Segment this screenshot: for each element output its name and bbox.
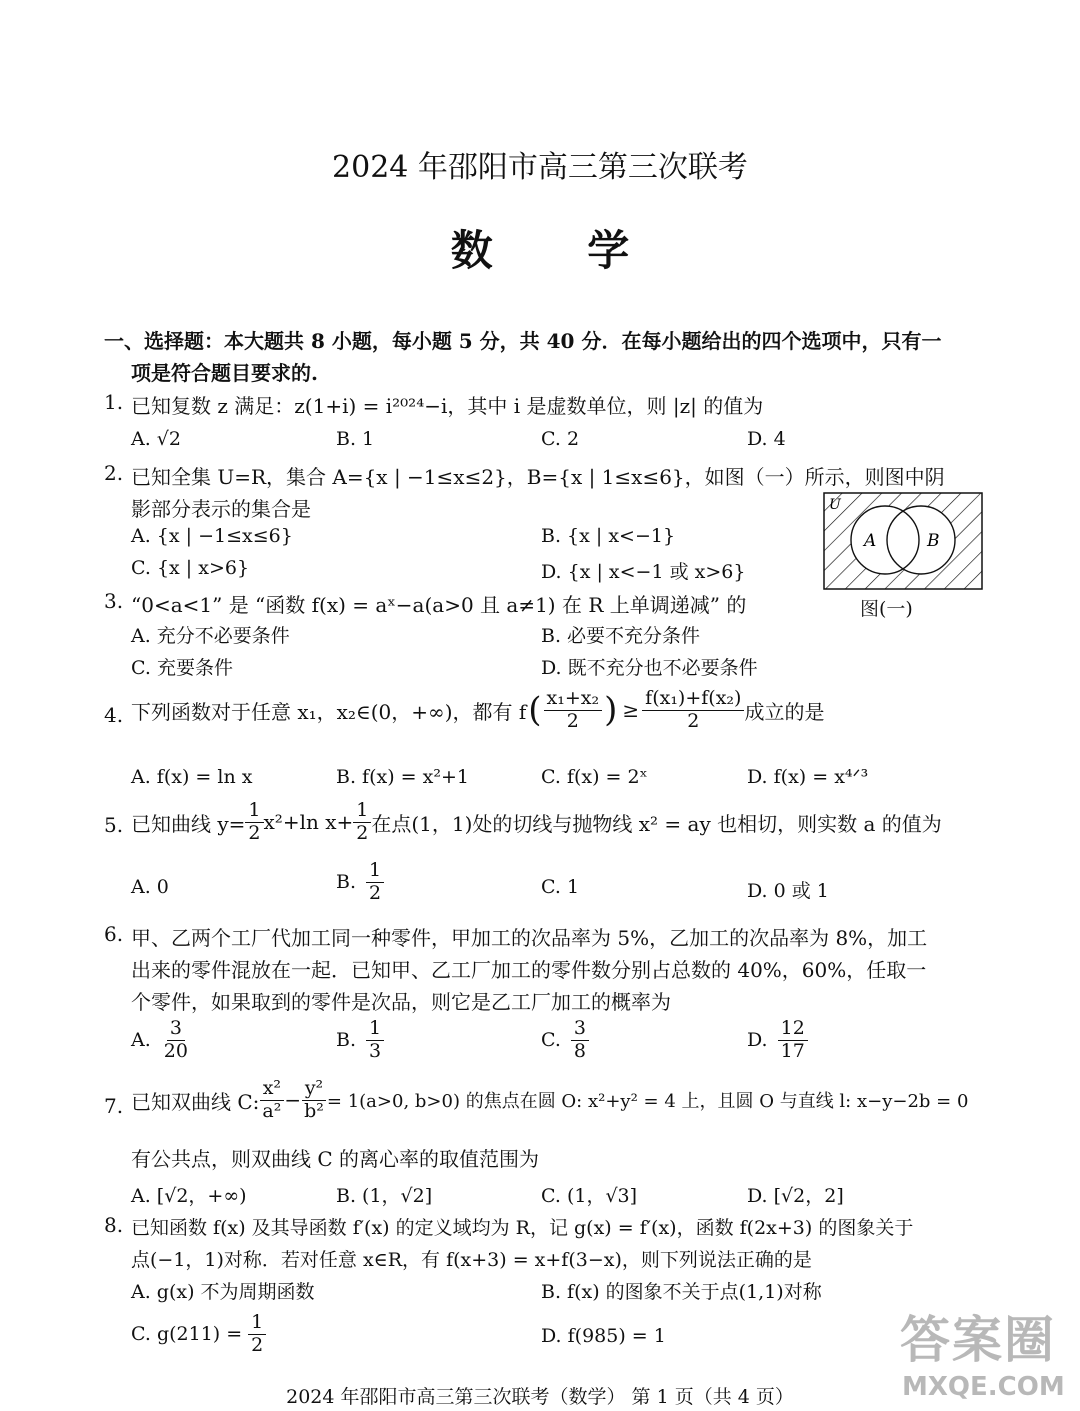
q6-option-d-label: D. [747, 1029, 768, 1052]
q5-frac-2: $\frac{1}{2}$ [353, 800, 371, 845]
q2-option-a: A. {x | −1≤x≤6} [131, 525, 293, 547]
q6-option-c-label: C. [541, 1029, 561, 1052]
q2-option-d: D. {x | x<−1 或 x>6} [541, 561, 746, 583]
exam-title: 2024 年邵阳市高三第三次联考 [332, 150, 748, 185]
question-1-stem: 已知复数 z 满足：z(1+i) = i²⁰²⁴−i，其中 i 是虚数单位，则 |z| 的值为 [131, 394, 764, 418]
q8-option-c-frac: $\frac{1}{2}$ [248, 1312, 266, 1357]
question-7-stem-line1 [131, 1078, 968, 1123]
q4-option-d: D. f(x) = x⁴ᐟ³ [747, 766, 869, 788]
q5-option-b-label: B. [336, 871, 357, 894]
q5-option-a: A. 0 [131, 876, 169, 898]
figure-caption: 图(一) [860, 598, 913, 620]
q2-option-b: B. {x | x<−1} [541, 525, 676, 547]
question-4-stem [131, 688, 824, 733]
page-footer: 2024 年邵阳市高三第三次联考（数学） 第 1 页（共 4 页） [286, 1386, 794, 1408]
q8-option-a: A. g(x) 不为周期函数 [131, 1281, 315, 1303]
q5-frac-1: $\frac{1}{2}$ [245, 800, 263, 845]
q8-option-d: D. f(985) = 1 [541, 1325, 666, 1347]
venn-shaded-region [824, 493, 982, 589]
subject-title: 数 学 [450, 226, 670, 275]
question-8-num: 8. [104, 1213, 124, 1237]
question-1-num: 1. [104, 390, 124, 414]
q6-option-b-label: B. [336, 1029, 357, 1052]
question-5-num: 5. [104, 813, 124, 837]
q5-stem-part3: 在点(1，1)处的切线与抛物线 x² = ay 也相切，则实数 a 的值为 [371, 811, 942, 836]
q3-option-a: A. 充分不必要条件 [131, 625, 290, 647]
q8-option-c-label: C. g(211) = [131, 1323, 243, 1346]
question-3-stem: “0<a<1” 是 “函数 f(x) = aˣ−a(a>0 且 a≠1) 在 R 上单调递减” 的 [131, 593, 747, 617]
q6-option-c-frac: $\frac{3}{8}$ [571, 1018, 589, 1063]
q5-option-d: D. 0 或 1 [747, 880, 829, 902]
q4-geq: ≥ [622, 698, 640, 723]
q3-option-b: B. 必要不充分条件 [541, 625, 701, 647]
question-8-stem-line1: 已知函数 f(x) 及其导函数 f′(x) 的定义域均为 R，记 g(x) = f′(x)，函数 f(2x+3) 的图象关于 [131, 1217, 914, 1239]
q5-stem-part1: 已知曲线 y= [131, 811, 246, 836]
q5-option-b [336, 860, 384, 905]
q6-option-c [541, 1018, 589, 1063]
q6-option-b [336, 1018, 384, 1063]
venn-label-b: B [927, 531, 940, 551]
q7-option-c: C. (1，√3] [541, 1185, 638, 1207]
q8-option-c [131, 1312, 266, 1357]
q4-paren-right: ) [604, 690, 618, 731]
q4-frac-right: $\frac{\text{f(x₁)+f(x₂)}}{2}$ [642, 688, 744, 733]
q7-stem-part3: = 1(a>0, b>0) 的焦点在圆 O: x²+y² = 4 上，且圆 O 与直线 l: x−y−2b = 0 [326, 1091, 969, 1113]
venn-label-u: U [829, 497, 841, 513]
section-heading-line2: 项是符合题目要求的. [131, 361, 318, 385]
q6-option-a-frac: $\frac{3}{20}$ [163, 1017, 188, 1062]
q7-option-d: D. [√2，2] [747, 1185, 844, 1207]
q3-option-d: D. 既不充分也不必要条件 [541, 657, 758, 679]
q4-frac-left: $\frac{\text{x₁+x₂}}{2}$ [544, 688, 603, 733]
q4-stem-part3: 成立的是 [744, 699, 825, 724]
section-heading-line1: 一、选择题：本大题共 8 小题，每小题 5 分，共 40 分．在每小题给出的四个选项中，只有一 [104, 329, 942, 353]
question-7-stem-line2: 有公共点，则双曲线 C 的离心率的取值范围为 [131, 1147, 540, 1171]
q4-stem-part1: 下列函数对于任意 x₁，x₂∈(0，+∞)，都有 f [131, 699, 527, 724]
q5-option-c: C. 1 [541, 876, 580, 898]
q1-option-a: A. √2 [131, 428, 181, 450]
q5-stem-part2: x²+ln x+ [263, 810, 354, 835]
q6-option-d-frac: $\frac{12}{17}$ [778, 1018, 808, 1063]
question-2-num: 2. [104, 461, 124, 485]
q2-option-c: C. {x | x>6} [131, 557, 250, 579]
q7-minus: − [284, 1088, 302, 1113]
watermark-logo: 答案圈 [900, 1311, 1056, 1369]
q1-option-d: D. 4 [747, 428, 786, 450]
q6-option-b-frac: $\frac{1}{3}$ [366, 1018, 384, 1063]
question-6-num: 6. [104, 922, 124, 946]
q7-option-a: A. [√2，+∞) [131, 1185, 247, 1207]
q1-option-b: B. 1 [336, 428, 375, 450]
q8-option-b: B. f(x) 的图象不关于点(1,1)对称 [541, 1281, 822, 1303]
question-6-stem-line2: 出来的零件混放在一起．已知甲、乙工厂加工的零件数分别占总数的 40%，60%，任取一 [131, 958, 927, 982]
question-5-stem [131, 800, 942, 845]
question-3-num: 3. [104, 589, 124, 613]
q4-paren-left: ( [528, 690, 542, 731]
question-2-stem-line1: 已知全集 U=R，集合 A={x | −1≤x≤2}，B={x | 1≤x≤6}，如图（一）所示，则图中阴 [131, 465, 945, 489]
venn-label-a: A [864, 531, 877, 551]
q7-frac-x: $\frac{\text{x²}}{\text{a²}}$ [259, 1078, 284, 1123]
q4-option-a: A. f(x) = ln x [131, 766, 253, 788]
q7-option-b: B. (1，√2] [336, 1185, 433, 1207]
q3-option-c: C. 充要条件 [131, 657, 233, 679]
q6-option-a [131, 1018, 191, 1063]
q1-option-c: C. 2 [541, 428, 580, 450]
question-6-stem-line1: 甲、乙两个工厂代加工同一种零件，甲加工的次品率为 5%，乙加工的次品率为 8%，加工 [131, 926, 928, 950]
q4-option-c: C. f(x) = 2ˣ [541, 766, 648, 788]
question-6-stem-line3: 个零件，如果取到的零件是次品，则它是乙工厂加工的概率为 [131, 990, 671, 1014]
question-8-stem-line2: 点(−1，1)对称．若对任意 x∈R，有 f(x+3) = x+f(3−x)，则下列说法正确的是 [131, 1249, 812, 1271]
q7-stem-part1: 已知双曲线 C: [131, 1089, 260, 1114]
q6-option-a-label: A. [131, 1029, 151, 1052]
q5-option-b-frac: $\frac{1}{2}$ [366, 860, 384, 905]
watermark-url: MXQE.COM [902, 1372, 1065, 1402]
q7-frac-y: $\frac{\text{y²}}{\text{b²}}$ [301, 1078, 327, 1123]
q4-option-b: B. f(x) = x²+1 [336, 766, 469, 788]
question-7-num: 7. [104, 1094, 124, 1118]
q6-option-d [747, 1018, 808, 1063]
question-2-stem-line2: 影部分表示的集合是 [131, 497, 311, 521]
question-4-num: 4. [104, 703, 124, 727]
venn-diagram [823, 492, 983, 590]
